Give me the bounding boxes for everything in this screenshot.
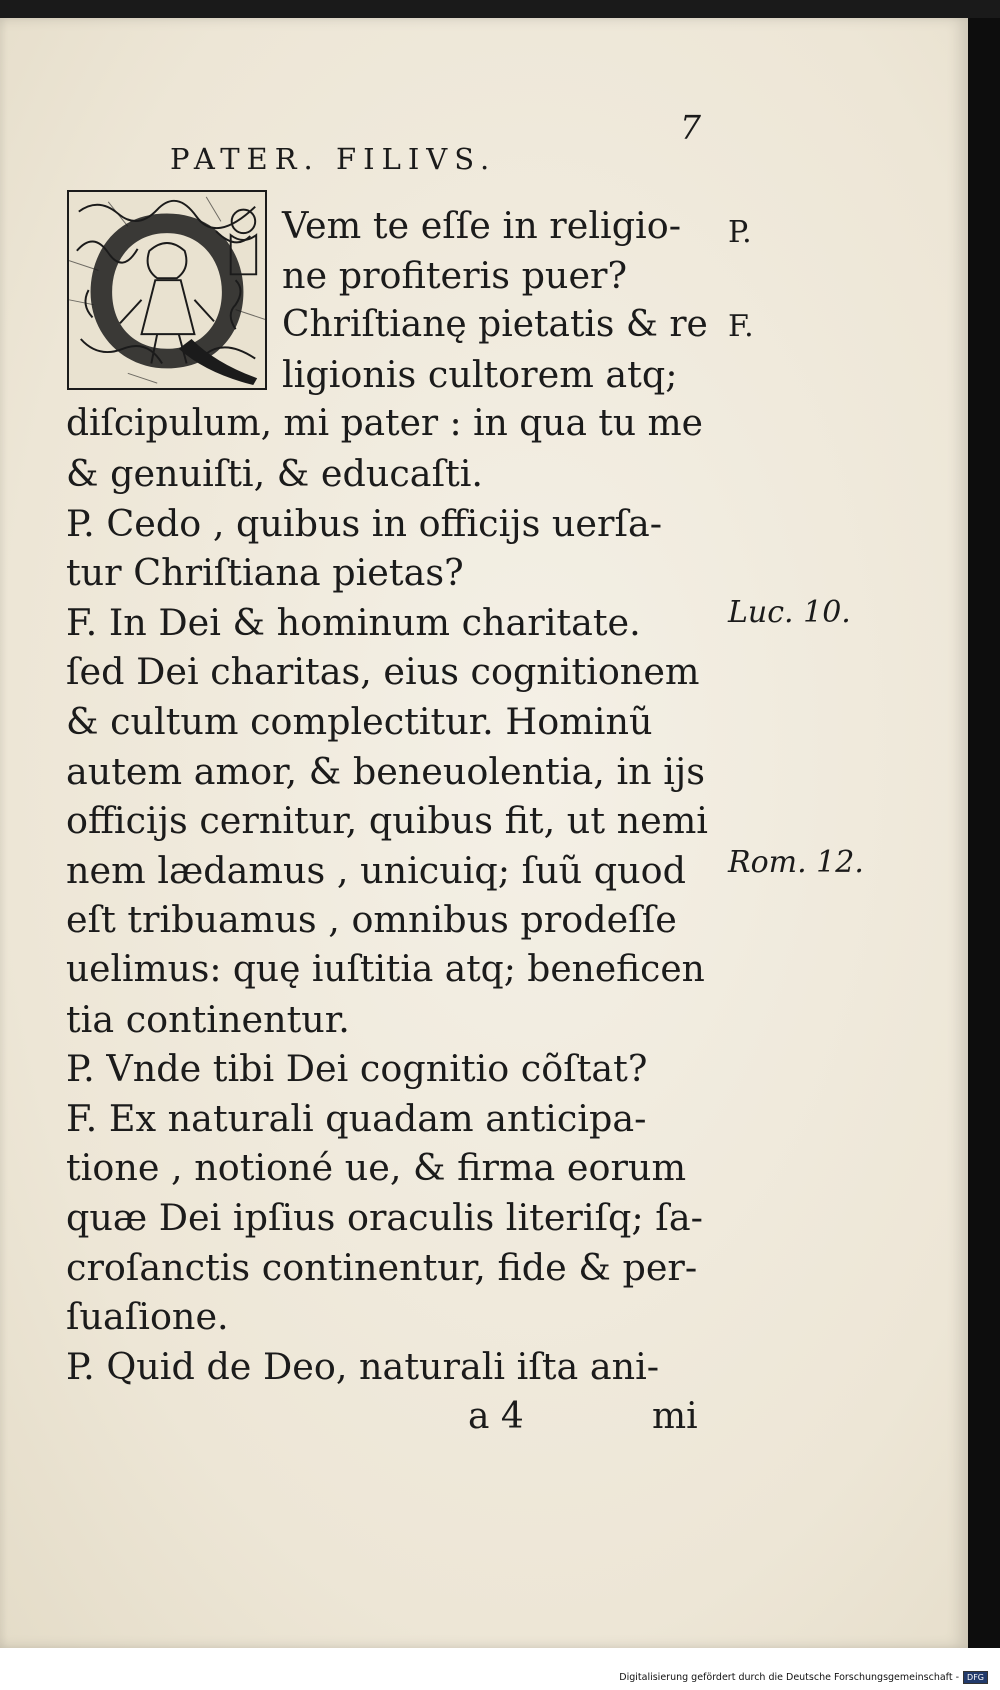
text-line: quæ Dei ipſius oraculis literiſq; ſa-	[66, 1196, 703, 1239]
running-head: PATER. FILIVS.	[170, 142, 497, 176]
margin-speaker-f: F.	[728, 309, 754, 344]
scan-edge	[968, 18, 1000, 1648]
text-line: tia continentur.	[66, 997, 350, 1041]
text-line: & genuiſti, & educaſti.	[66, 452, 484, 495]
text-line: officijs cernitur, quibus fit, ut nemi	[66, 799, 708, 843]
text-line: ſuaſione.	[66, 1295, 229, 1339]
text-line: tione , notioné ue, & firma eorum	[66, 1146, 687, 1190]
decorated-initial	[67, 190, 267, 390]
catchword: mi	[652, 1396, 698, 1437]
credit-text: Digitalisierung gefördert durch die Deutsche Forschungsgemeinschaft -	[619, 1672, 960, 1683]
text-line: F. In Dei & hominum charitate.	[66, 600, 641, 644]
text-line: ſed Dei charitas, eius cognitionem	[66, 650, 700, 694]
text-line: Chriſtianę pietatis & re	[282, 304, 708, 346]
text-line: autem amor, & beneuolentia, in ijs	[66, 749, 705, 793]
text-line: & cultum complectitur. Hominũ	[66, 700, 653, 743]
text-line: nem lædamus , unicuiq; ſuũ quod	[66, 848, 687, 892]
text-line: Vem te eſſe in religio-	[282, 204, 682, 247]
text-line: croſanctis continentur, fide & per-	[66, 1245, 698, 1289]
text-line: P. Quid de Deo, naturali iſta ani-	[66, 1344, 660, 1388]
text-line: uelimus: quę iuſtitia atq; beneficen	[66, 949, 705, 990]
text-line: ne profiteris puer?	[282, 253, 628, 297]
dfg-logo: DFG	[963, 1671, 988, 1684]
text-line: F. Ex naturali quadam anticipa-	[66, 1096, 647, 1140]
text-line: P. Vnde tibi Dei cognitio cõſtat?	[66, 1047, 648, 1091]
margin-ref-luke: Luc. 10.	[728, 595, 851, 630]
text-line: diſcipulum, mi pater : in qua tu me	[66, 403, 703, 445]
text-line: eſt tribuamus , omnibus prodeſſe	[66, 898, 677, 942]
margin-speaker-p: P.	[728, 215, 752, 250]
text-line: tur Chriſtiana pietas?	[66, 551, 464, 595]
page-number: 7	[680, 108, 701, 147]
text-line: P. Cedo , quibus in officijs uerſa-	[66, 501, 663, 545]
text-line: ligionis cultorem atq;	[282, 352, 678, 396]
digitization-credit	[619, 1671, 988, 1684]
margin-ref-romans: Rom. 12.	[728, 845, 864, 880]
signature-mark: a 4	[468, 1396, 524, 1437]
